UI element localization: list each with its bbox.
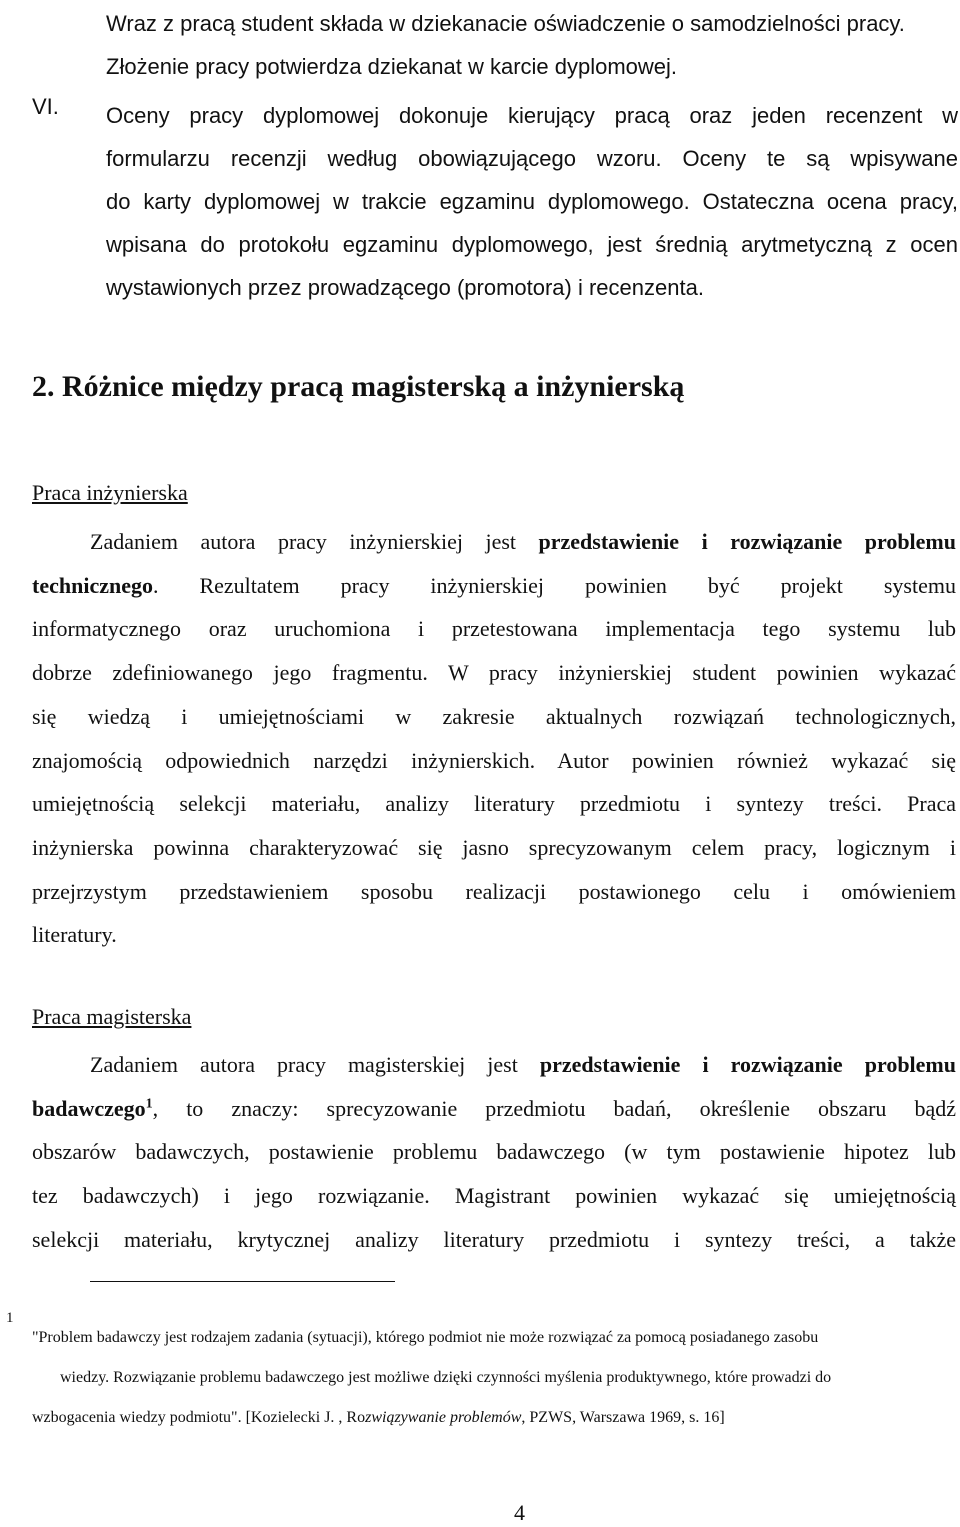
- paragraph-line: dobrze zdefiniowanego jego fragmentu. W pracy inżynierskiej student powinien wykazać: [32, 660, 956, 686]
- text-run: , to znaczy: sprecyzowanie przedmiotu badań, określenie obszaru bądź: [152, 1095, 956, 1121]
- engineering-thesis-paragraph: [32, 520, 956, 957]
- paragraph-line: [32, 520, 956, 564]
- section-vi-line: do karty dyplomowej w trakcie egzaminu dyplomowego. Ostateczna ocena pracy,: [106, 189, 958, 214]
- text-run: , PZWS, Warszawa 1969, s. 16]: [521, 1409, 725, 1426]
- footnote-mark: 1: [6, 1310, 14, 1326]
- section-vi-paragraph: [106, 94, 958, 309]
- bold-text-run: technicznego: [32, 572, 153, 598]
- italic-text-run: związywanie problemów: [365, 1409, 522, 1426]
- section-vi-line: wystawionych przez prowadzącego (promotora) i recenzenta.: [106, 275, 704, 300]
- paragraph-line: znajomością odpowiednich narzędzi inżynierskich. Autor powinien również wykazać się: [32, 747, 956, 773]
- text-run: Zadaniem autora pracy inżynierskiej jest: [90, 529, 539, 554]
- text-run: Zadaniem autora pracy magisterskiej jest: [90, 1052, 540, 1077]
- footnote-reference: [146, 1096, 153, 1111]
- bold-text-run: przedstawienie i rozwiązanie problemu: [539, 1052, 956, 1077]
- paragraph-line: [32, 1043, 956, 1087]
- footnote-line: "Problem badawczy jest rodzajem zadania (sytuacji), którego podmiot nie może rozwiązać za pomocą posiadanego zasobu: [32, 1329, 819, 1346]
- paragraph-line: selekcji materiału, krytycznej analizy literatury przedmiotu i syntezy treści, a także: [32, 1226, 956, 1252]
- section-vi-line: formularzu recenzji według obowiązującego wzoru. Oceny te są wpisywane: [106, 146, 958, 171]
- paragraph-line: tez badawczych) i jego rozwiązanie. Magistrant powinien wykazać się umiejętnością: [32, 1183, 956, 1209]
- paragraph-line: obszarów badawczych, postawienie problemu badawczego (w tym postawienie hipotez lub: [32, 1139, 956, 1165]
- top-line-1: Wraz z pracą student składa w dziekanacie oświadczenie o samodzielności pracy.: [106, 11, 905, 36]
- paragraph-line: informatycznego oraz uruchomiona i przetestowana implementacja tego systemu lub: [32, 616, 956, 642]
- section-heading: 2. Różnice między pracą magisterską a inżynierską: [32, 370, 685, 403]
- paragraph-line: inżynierska powinna charakteryzować się jasno sprecyzowanym celem pracy, logicznym i: [32, 834, 956, 860]
- subheading-engineering-thesis: Praca inżynierska: [32, 480, 188, 505]
- footnote-separator: [90, 1281, 395, 1282]
- paragraph-line: literatury.: [32, 922, 117, 948]
- paragraph-line: umiejętnością selekcji materiału, analizy literatury przedmiotu i syntezy treści. Praca: [32, 791, 956, 817]
- section-number-vi: VI.: [32, 94, 59, 119]
- bold-text-run: przedstawienie i rozwiązanie problemu: [538, 529, 956, 554]
- section-vi-line: wpisana do protokołu egzaminu dyplomowego, jest średnią arytmetyczną z ocen: [106, 232, 958, 257]
- paragraph-line: [32, 1087, 956, 1131]
- footnote-text: [32, 1318, 958, 1438]
- master-thesis-paragraph: [32, 1043, 956, 1262]
- footnote-reference-number: 1: [145, 1096, 153, 1112]
- top-line-2: Złożenie pracy potwierdza dziekanat w karcie dyplomowej.: [106, 54, 678, 79]
- bold-text-run: badawczego: [32, 1095, 146, 1121]
- paragraph-line: przejrzystym przedstawieniem sposobu realizacji postawionego celu i omówieniem: [32, 878, 956, 904]
- footnote-line: wiedzy. Rozwiązanie problemu badawczego jest możliwe dzięki czynności myślenia produktywnego, które prowadzi do: [60, 1369, 832, 1386]
- text-run: wzbogacenia wiedzy podmiotu". [Kozielecki J. , Ro: [32, 1409, 366, 1426]
- text-run: . Rezultatem pracy inżynierskiej powinien być projekt systemu: [152, 572, 956, 598]
- paragraph-line: się wiedzą i umiejętnościami w zakresie aktualnych rozwiązań technologicznych,: [32, 703, 956, 729]
- paragraph-line: [32, 564, 956, 608]
- page-number: 4: [514, 1500, 525, 1525]
- subheading-master-thesis: Praca magisterska: [32, 1004, 192, 1029]
- footnote-line: [32, 1398, 958, 1438]
- section-vi-line: Oceny pracy dyplomowej dokonuje kierujący pracą oraz jeden recenzent w: [106, 103, 958, 128]
- top-paragraph: [106, 2, 940, 88]
